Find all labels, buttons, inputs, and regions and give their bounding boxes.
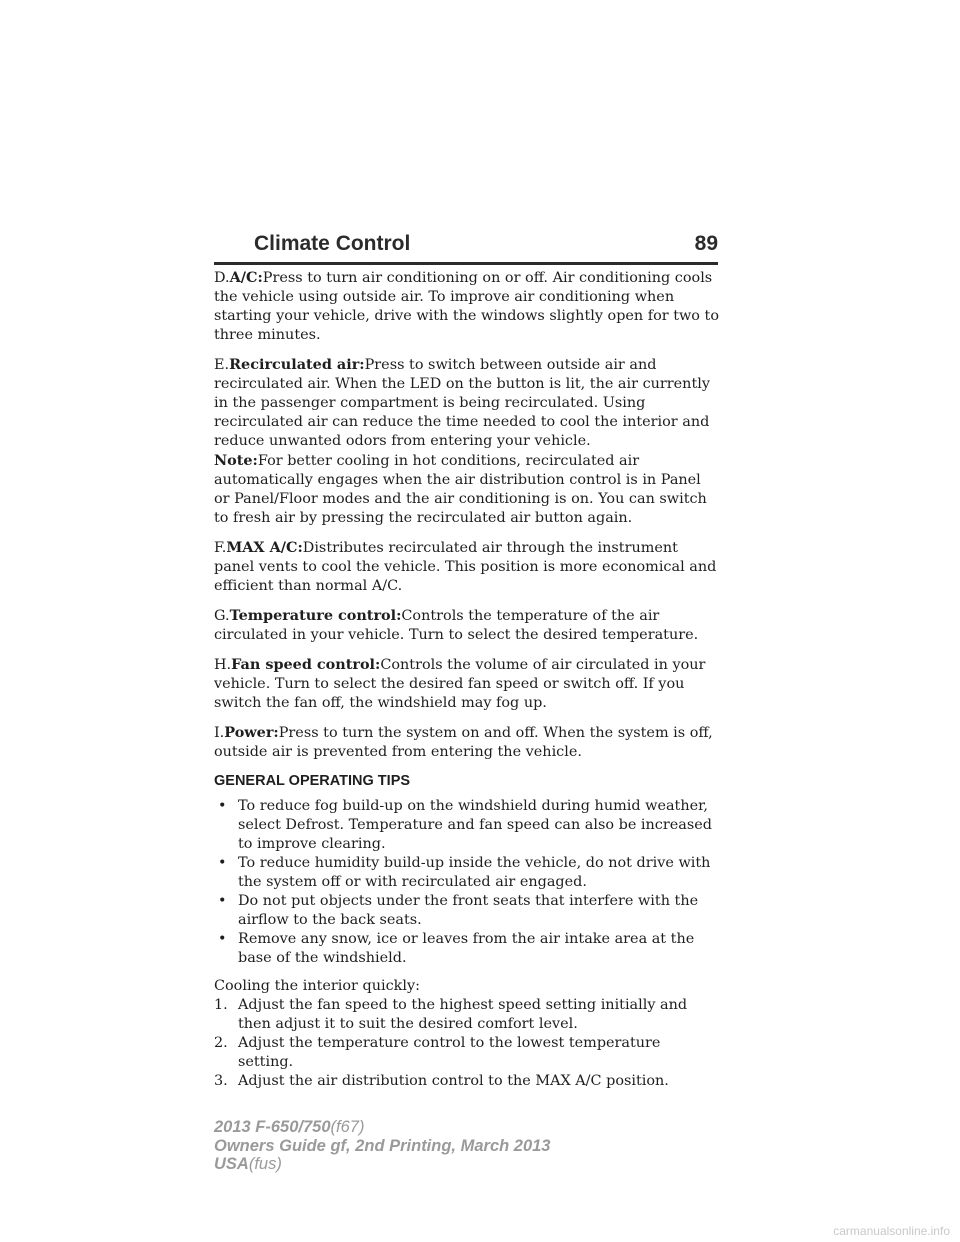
step-item: [214, 1034, 720, 1072]
tips-heading: GENERAL OPERATING TIPS: [214, 773, 411, 789]
step-number: 2.: [214, 1035, 228, 1051]
section-title: Climate Control: [254, 232, 411, 255]
item-text: Controls the volume of air circulated in your vehicle. Turn to select the desired fan speed or switch off. If you switch the fan off, the windshield may fog up.: [214, 657, 706, 711]
tip-text: To reduce fog build-up on the windshield during humid weather, select Defrost. Temperature and fan speed can also be increased to improve clearing.: [238, 798, 712, 852]
item-g: [214, 606, 720, 645]
cooling-intro: Cooling the interior quickly:: [214, 978, 420, 994]
item-text: Press to turn the system on and off. When the system is off, outside air is prevented from entering the vehicle.: [214, 725, 713, 760]
header-divider: [214, 262, 718, 265]
bullet-icon: •: [218, 798, 227, 814]
tips-list: [214, 797, 720, 968]
footer-line-edition: Owners Guide gf, 2nd Printing, March 2013: [214, 1136, 551, 1155]
footer-model: 2013 F-650/750: [214, 1118, 331, 1136]
item-text: Press to turn air conditioning on or off. Air conditioning cools the vehicle using outside air. To improve air conditioning when starting your vehicle, drive with the windows slightly open for two to three minutes.: [214, 270, 719, 343]
step-item: [214, 996, 720, 1034]
step-text: Adjust the air distribution control to the MAX A/C position.: [238, 1073, 669, 1089]
tip-text: Remove any snow, ice or leaves from the air intake area at the base of the windshield.: [238, 931, 695, 966]
tip-item: [214, 797, 720, 854]
page-number: 89: [694, 232, 718, 255]
page-footer: [214, 1118, 634, 1174]
item-e: [214, 355, 720, 451]
item-text: Distributes recirculated air through the instrument panel vents to cool the vehicle. This position is more economical and efficient than normal A/C.: [214, 540, 717, 594]
step-number: 1.: [214, 997, 228, 1013]
footer-model-code: (f67): [330, 1118, 365, 1136]
tip-item: [214, 892, 720, 930]
item-d: [214, 268, 720, 345]
step-text: Adjust the temperature control to the lowest temperature setting.: [238, 1035, 661, 1070]
note-paragraph: [214, 451, 720, 528]
item-prefix: F.: [214, 540, 227, 556]
tip-text: To reduce humidity build-up inside the vehicle, do not drive with the system off or with recirculated air engaged.: [238, 855, 711, 890]
item-prefix: G.: [214, 608, 230, 624]
item-i: [214, 723, 720, 762]
item-prefix: E.: [214, 357, 230, 373]
note-text: For better cooling in hot conditions, recirculated air automatically engages when the air distribution control is in Panel or Panel/Floor modes and the air conditioning is on. You can switch to fresh air by pressing the recirculated air button again.: [214, 453, 707, 526]
note-label: Note:: [214, 452, 258, 469]
cooling-steps: [214, 996, 720, 1091]
item-prefix: D.: [214, 270, 230, 286]
tip-item: [214, 854, 720, 892]
page-header: [214, 232, 718, 260]
item-h: [214, 655, 720, 713]
item-prefix: H.: [214, 657, 232, 673]
item-prefix: I.: [214, 725, 225, 741]
item-label: A/C:: [229, 269, 263, 286]
item-label: Power:: [224, 724, 279, 741]
item-text: Press to switch between outside air and recirculated air. When the LED on the button is lit, the air currently in the passenger compartment is being recirculated. Using recirculated air can reduce the time needed to cool the interior and reduce unwanted odors from entering your vehicle.: [214, 357, 710, 449]
step-item: [214, 1072, 720, 1091]
footer-market: USA: [214, 1155, 249, 1173]
bullet-icon: •: [218, 855, 227, 871]
item-label: Fan speed control:: [231, 656, 381, 673]
item-f: [214, 538, 720, 596]
item-label: Temperature control:: [229, 607, 402, 624]
tip-item: [214, 930, 720, 968]
step-number: 3.: [214, 1073, 228, 1089]
bullet-icon: •: [218, 893, 227, 909]
item-text: Controls the temperature of the air circulated in your vehicle. Turn to select the desired temperature.: [214, 608, 699, 643]
footer-market-code: (fus): [248, 1155, 282, 1173]
step-text: Adjust the fan speed to the highest speed setting initially and then adjust it to suit the desired comfort level.: [238, 997, 688, 1032]
item-label: Recirculated air:: [229, 356, 365, 373]
page-content: [214, 268, 720, 1091]
bullet-icon: •: [218, 931, 227, 947]
footer-line-model: [214, 1118, 634, 1137]
footer-line-market: [214, 1155, 634, 1174]
watermark-text: carmanualsonline.info: [833, 1224, 950, 1238]
tip-text: Do not put objects under the front seats that interfere with the airflow to the back seats.: [238, 893, 699, 928]
item-label: MAX A/C:: [226, 539, 303, 556]
